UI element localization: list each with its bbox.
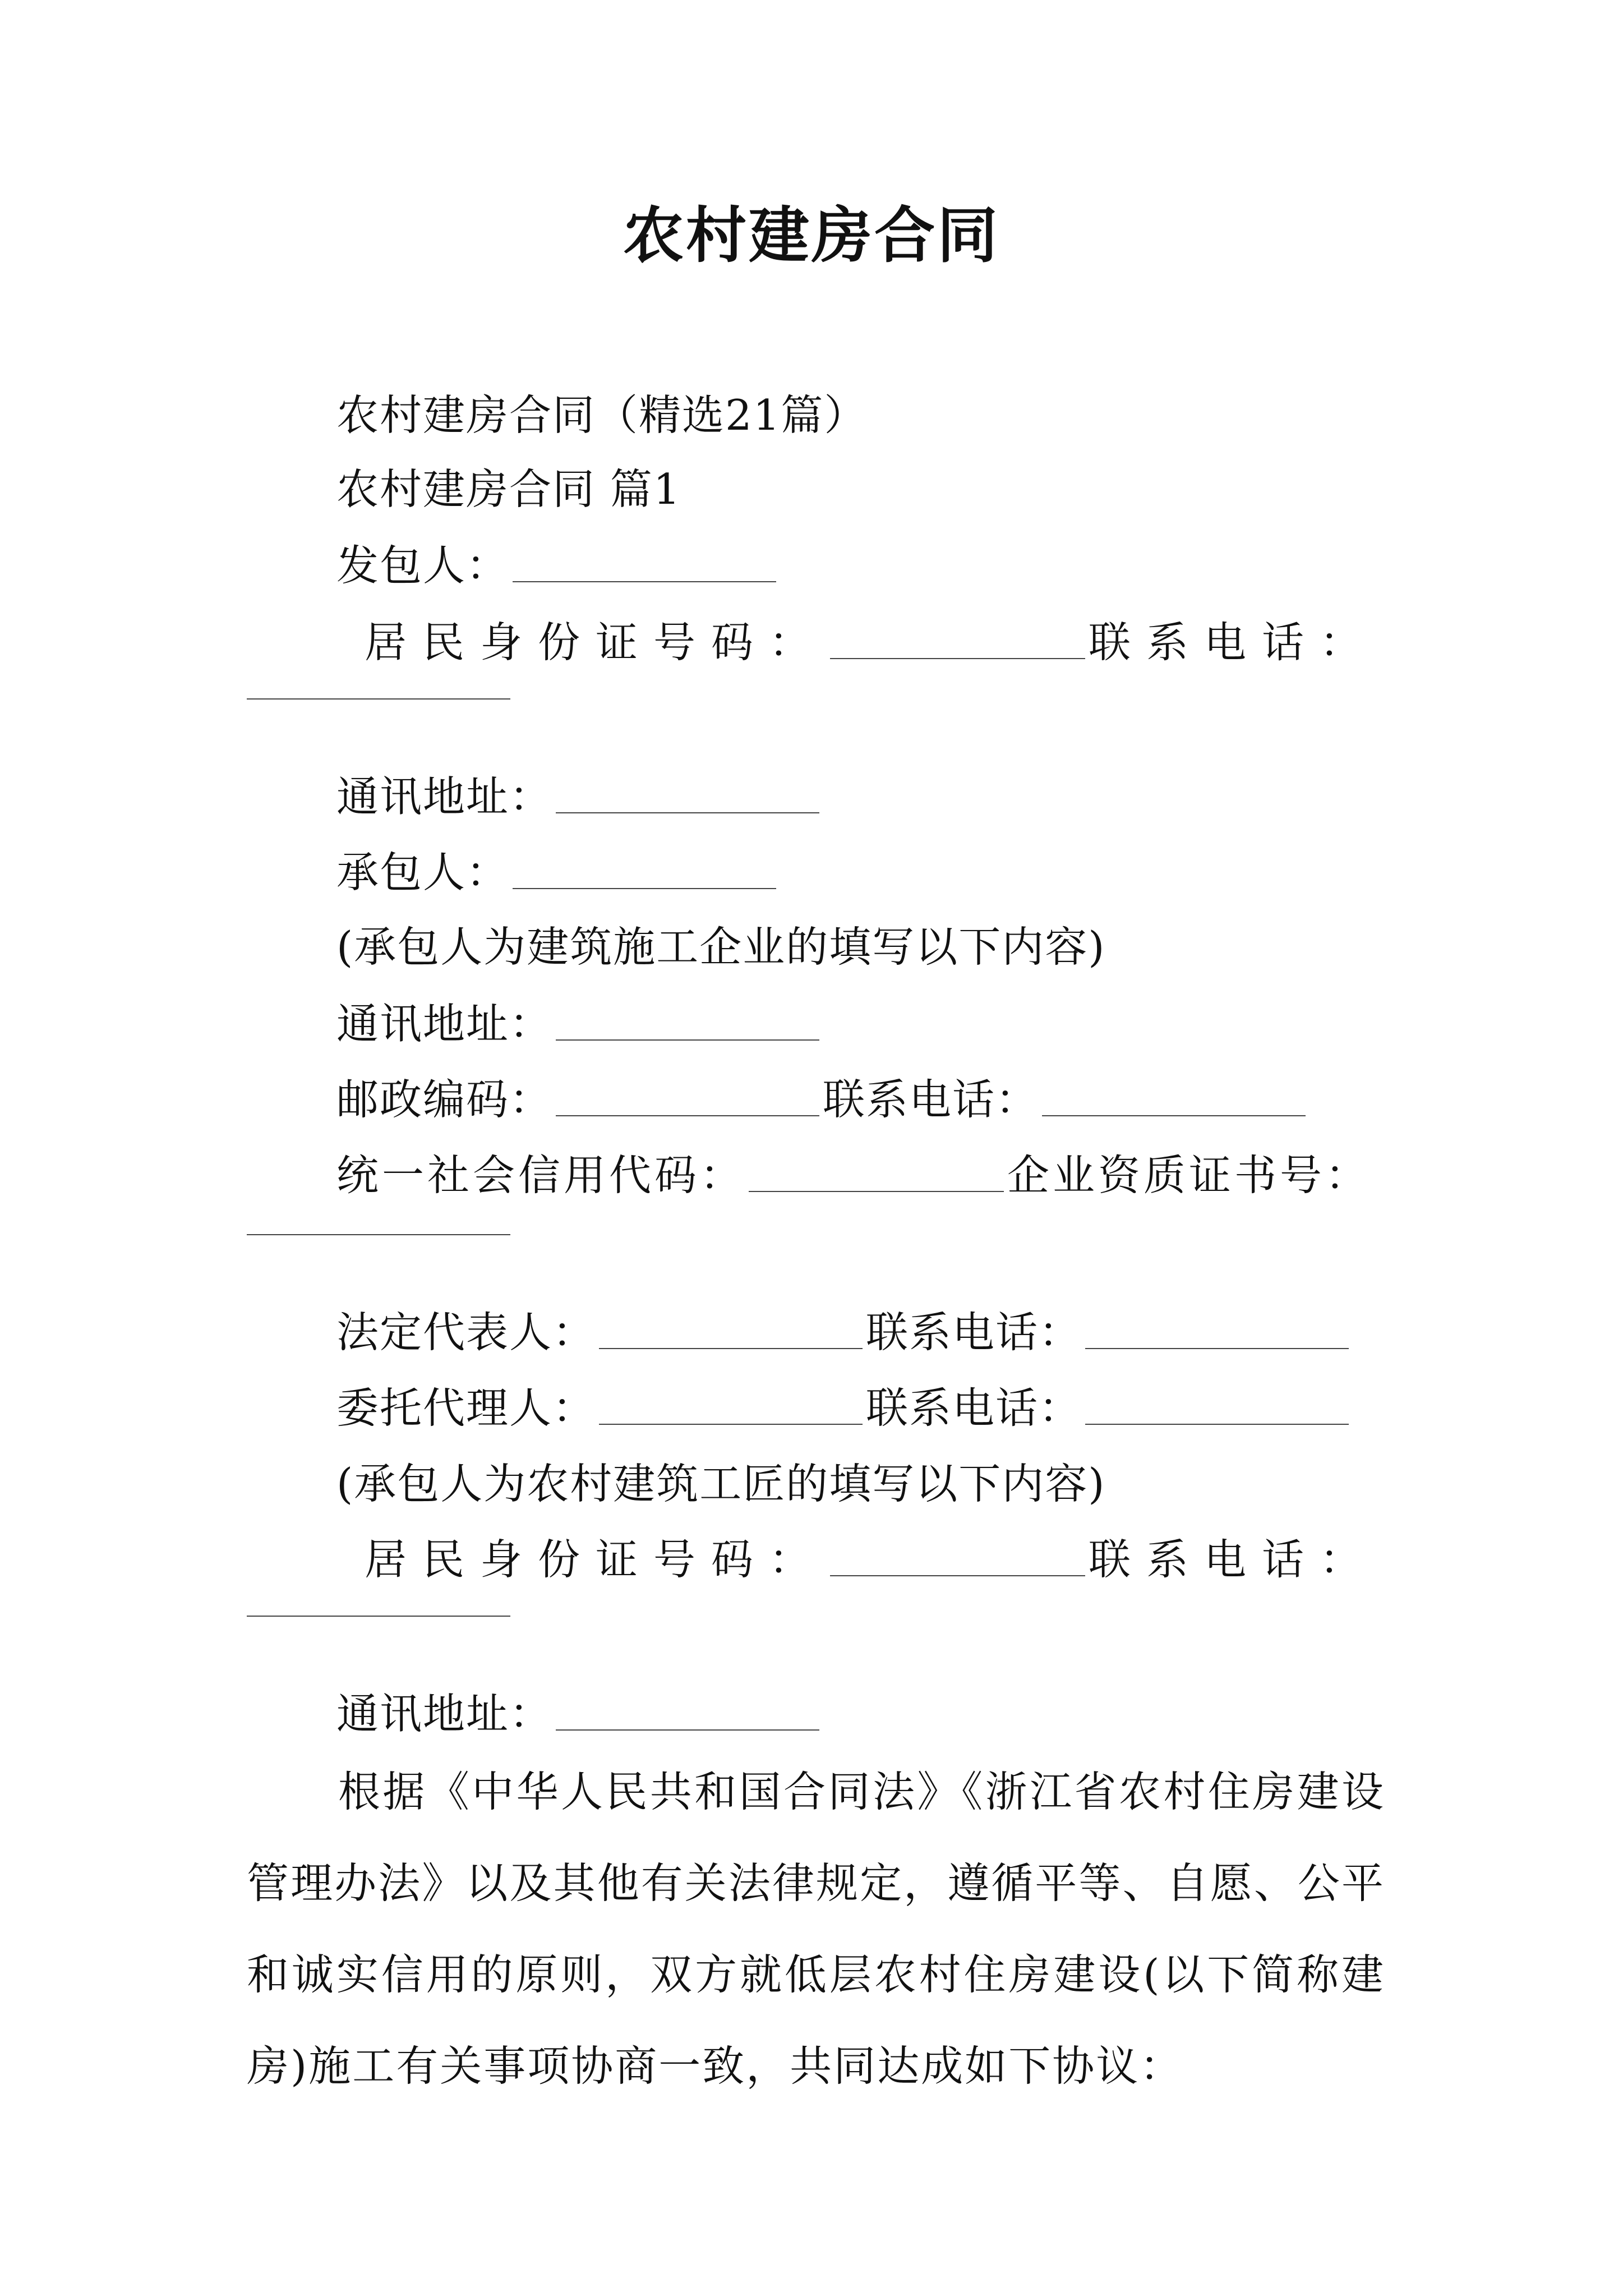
employer-phone-blank[interactable] <box>247 698 510 700</box>
legal-rep-phone-blank[interactable] <box>1085 1309 1349 1349</box>
enterprise-phone-blank[interactable] <box>1042 1076 1306 1116</box>
phone-label: 联系电话： <box>866 1308 1082 1357</box>
qualification-label: 企业资质证书号： <box>1007 1151 1371 1200</box>
craftsman-id-row <box>365 1531 1377 1588</box>
enterprise-note: (承包人为建筑施工企业的填写以下内容) <box>336 922 1106 972</box>
address-label: 通讯地址： <box>336 772 553 821</box>
employer-address-row <box>336 769 823 825</box>
credit-code-label: 统一社会信用代码： <box>336 1151 746 1200</box>
contractor-blank[interactable] <box>513 849 776 889</box>
section-heading: 农村建房合同 篇1 <box>336 464 681 514</box>
craftsman-id-blank[interactable] <box>830 1536 1085 1576</box>
legal-rep-row <box>336 1304 1352 1360</box>
address-label: 通讯地址： <box>336 999 553 1048</box>
craftsman-address-blank[interactable] <box>556 1690 819 1731</box>
craftsman-phone-blank[interactable] <box>247 1616 510 1617</box>
phone-label: 联系电话： <box>866 1383 1082 1433</box>
employer-row <box>336 537 780 593</box>
address-label: 通讯地址： <box>336 1689 553 1738</box>
id-number-label: 居民身份证号码： <box>365 618 827 667</box>
agent-label: 委托代理人： <box>336 1383 596 1433</box>
credit-code-blank[interactable] <box>749 1152 1004 1192</box>
legal-rep-blank[interactable] <box>599 1309 863 1349</box>
phone-label: 联系电话： <box>1089 1535 1378 1584</box>
id-number-label: 居民身份证号码： <box>365 1535 827 1584</box>
postcode-row <box>336 1071 1309 1128</box>
agent-row <box>336 1380 1352 1436</box>
employer-label: 发包人： <box>336 541 510 590</box>
employer-address-blank[interactable] <box>556 773 819 813</box>
agent-blank[interactable] <box>599 1384 863 1425</box>
postcode-label: 邮政编码： <box>336 1075 553 1124</box>
craftsman-address-row <box>336 1686 823 1742</box>
phone-label: 联系电话： <box>1089 618 1378 667</box>
enterprise-address-blank[interactable] <box>556 1000 819 1041</box>
document-title: 农村建房合同 <box>623 200 1000 271</box>
intro-paragraph: 根据《中华人民共和国合同法》《浙江省农村住房建设管理办法》以及其他有关法律规定，遵循平等、自愿、公平和诚实信用的原则，双方就低层农村住房建设(以下简称建房)施工有关事项协商一致，共同达成如下协议： <box>247 1767 1385 2091</box>
employer-blank[interactable] <box>513 542 776 582</box>
postcode-blank[interactable] <box>556 1076 819 1116</box>
credit-code-row <box>336 1147 1371 1203</box>
phone-label: 联系电话： <box>823 1075 1039 1124</box>
contractor-label: 承包人： <box>336 848 510 897</box>
employer-id-row <box>365 614 1377 670</box>
contractor-row <box>336 844 780 900</box>
craftsman-note: (承包人为农村建筑工匠的填写以下内容) <box>336 1459 1106 1508</box>
legal-rep-label: 法定代表人： <box>336 1308 596 1357</box>
agent-phone-blank[interactable] <box>1085 1384 1349 1425</box>
enterprise-address-row <box>336 996 823 1052</box>
document-subtitle: 农村建房合同（精选21篇） <box>336 390 868 440</box>
qualification-blank[interactable] <box>247 1234 510 1235</box>
employer-id-blank[interactable] <box>830 619 1085 659</box>
